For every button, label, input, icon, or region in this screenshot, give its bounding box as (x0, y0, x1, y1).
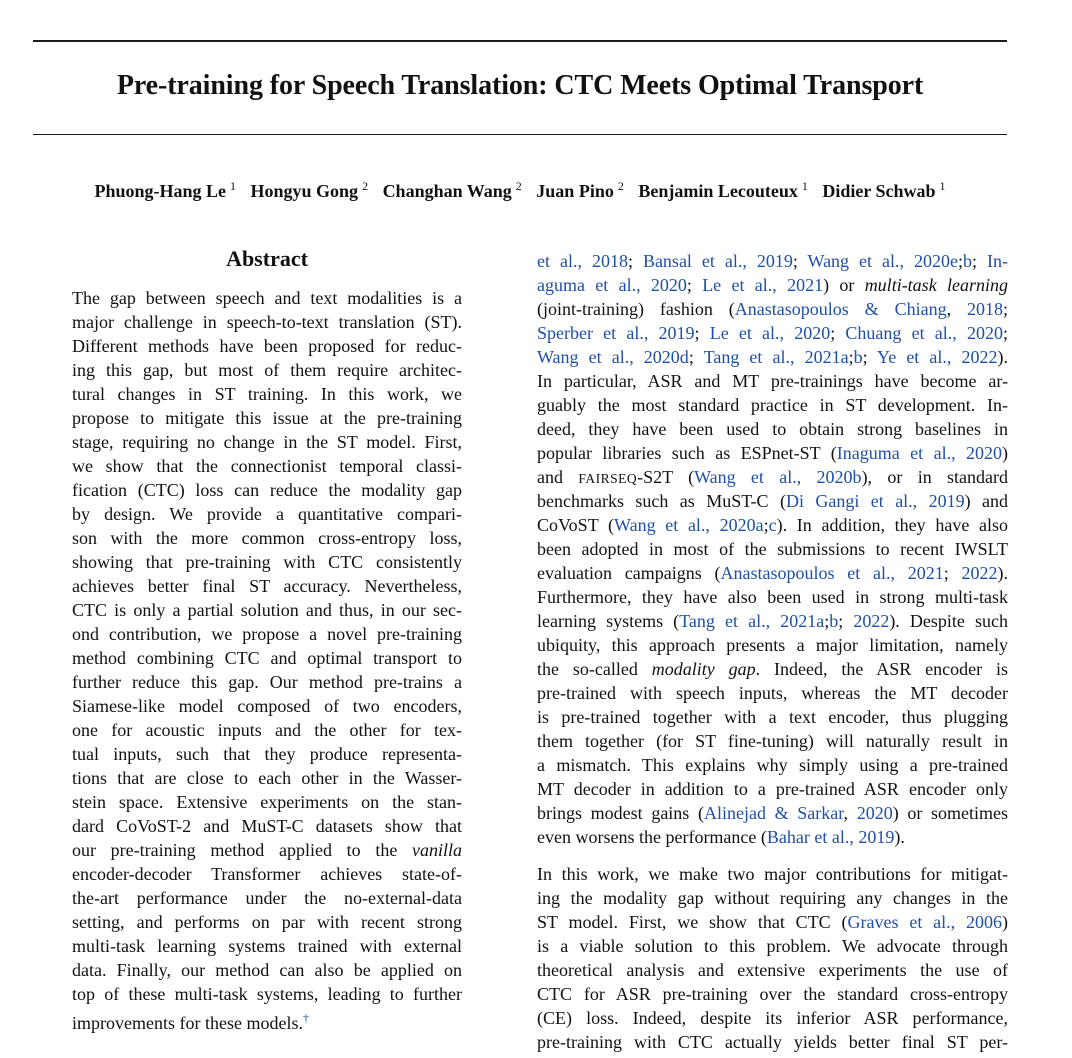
body-line: pre-training with CTC actually yields better final ST per- (537, 1032, 1008, 1052)
author: Didier Schwab $^1$ (822, 179, 946, 201)
body-line: deed, they have been used to obtain strong baselines in (537, 419, 1008, 439)
abstract-line: further reduce this gap. Our method pre-trains a (72, 672, 462, 692)
author: Hongyu Gong $^2$ (250, 179, 369, 201)
abstract-line: propose to mitigate this issue at the pre-training (72, 408, 462, 428)
abstract-line: Siamese-like model composed of two encoders, (72, 696, 462, 716)
abstract-line: ing this gap, but most of them require architec- (72, 360, 462, 380)
citation-link[interactable]: Bansal et al., 2019 (642, 251, 793, 271)
body-line: them together (for ST fine-tuning) will naturally result in (537, 731, 1008, 751)
body-line: (CE) loss. Indeed, despite its inferior ASR performance, (537, 1008, 1008, 1028)
abstract-line: tual inputs, such that they produce representa- (72, 744, 462, 764)
body-line: and FAIRSEQ-S2T (Wang et al., 2020b), or in standard (537, 467, 1008, 487)
body-line: benchmarks such as MuST-C (Di Gangi et al., 2019) and (537, 491, 1008, 511)
body-line: is pre-trained together with a text encoder, thus plugging (537, 707, 1008, 727)
abstract-line: stein space. Extensive experiments on the stan- (72, 792, 462, 812)
abstract-line: ond contribution, we propose a novel pre-training (72, 624, 462, 644)
abstract-line: tions that are close to each other in the Wasser- (72, 768, 462, 788)
abstract-line: achieves better final ST accuracy. Nevertheless, (72, 576, 462, 596)
abstract-line: by design. We provide a quantitative compari- (72, 504, 462, 524)
citation-link[interactable]: Inaguma et al., 2020 (836, 443, 1002, 463)
body-line: the so-called modality gap. Indeed, the ASR encoder is (537, 659, 1009, 679)
citation-link[interactable]: Wang et al., 2020d (537, 347, 689, 367)
title-rule (33, 134, 1007, 135)
body-line: CTC for ASR pre-training over the standard cross-entropy (537, 984, 1008, 1004)
abstract-line: son with the more common cross-entropy loss, (72, 528, 462, 548)
citation-link[interactable]: Le et al., 2020 (709, 323, 831, 343)
body-line: CoVoST (Wang et al., 2020a;c). In addition, they have also (537, 515, 1008, 535)
abstract-line: setting, and performs on par with recent strong (72, 912, 462, 932)
abstract-line: the-art performance under the no-external-data (72, 888, 462, 908)
body-line: guably the most standard practice in ST development. In- (537, 395, 1008, 415)
citation-link[interactable]: Alinejad & Sarkar (703, 803, 844, 823)
citation-link[interactable]: Tang et al., 2021a (679, 611, 825, 631)
body-line: theoretical analysis and extensive experiments the use of (537, 960, 1008, 980)
abstract-line: stage, requiring no change in the ST model. First, (72, 432, 462, 452)
emphasis-vanilla: vanilla (412, 840, 462, 860)
abstract-line: improvements for these models.† (72, 1011, 309, 1033)
citation-link[interactable]: aguma et al., 2020 (537, 275, 687, 295)
citation-link[interactable]: Le et al., 2021 (702, 275, 824, 295)
citation-link[interactable]: Wang et al., 2020e (807, 251, 958, 271)
abstract-line: we show that the connectionist temporal classi- (72, 456, 462, 476)
author: Phuong-Hang Le $^1$ (94, 179, 237, 201)
citation-link[interactable]: 2020 (856, 803, 893, 823)
abstract-line: Different methods have been proposed for reduc- (72, 336, 462, 356)
citation-link[interactable]: Di Gangi et al., 2019 (785, 491, 965, 511)
paper-title: Pre-training for Speech Translation: CTC Meets Optimal Transport (116, 70, 924, 101)
author: Benjamin Lecouteux $^1$ (638, 179, 808, 201)
body-line: evaluation campaigns (Anastasopoulos et al., 2021; 2022). (537, 563, 1008, 583)
citation-link[interactable]: Sperber et al., 2019 (537, 323, 695, 343)
citation-link[interactable]: et al., 2018 (537, 251, 628, 271)
top-rule (33, 40, 1007, 42)
abstract-line: The gap between speech and text modalities is a (72, 288, 462, 308)
emphasis: multi-task learning (864, 275, 1008, 295)
body-line: In this work, we make two major contributions for mitigat- (537, 864, 1008, 884)
citation-link[interactable]: Bahar et al., 2019 (766, 827, 895, 847)
abstract-body (72, 286, 462, 1033)
emphasis: modality gap (651, 659, 756, 679)
body-line: ubiquity, this approach presents a major limitation, namely (537, 635, 1008, 655)
citation-link[interactable]: Anastasopoulos & Chiang (734, 299, 947, 319)
abstract-line: dard CoVoST-2 and MuST-C datasets show that (72, 816, 462, 836)
author-list (0, 179, 1040, 202)
abstract-line: CTC is only a partial solution and thus, in our sec- (72, 600, 462, 620)
citation-link[interactable]: Graves et al., 2006 (847, 912, 1002, 932)
intro-body (537, 249, 1008, 1054)
citation-link[interactable]: b (962, 251, 972, 271)
paragraph-gap (537, 849, 1008, 862)
body-line: pre-trained with speech inputs, whereas the MT decoder (537, 683, 1008, 703)
citation-link[interactable]: Tang et al., 2021a (703, 347, 849, 367)
body-line: MT decoder in addition to a pre-trained ASR encoder only (537, 779, 1008, 799)
body-line: is a viable solution to this problem. We advocate through (537, 936, 1008, 956)
author: Changhan Wang $^2$ (382, 179, 522, 201)
citation-link[interactable]: b (853, 347, 863, 367)
abstract-heading: Abstract (226, 246, 308, 271)
body-line: learning systems (Tang et al., 2021a;b; 2022). Despite such (537, 611, 1008, 631)
citation-link[interactable]: c (768, 515, 777, 535)
body-line: ing the modality gap without requiring any changes in the (537, 888, 1008, 908)
abstract-line: tural changes in ST training. In this work, we (72, 384, 462, 404)
citation-link[interactable]: Anastasopoulos et al., 2021 (720, 563, 944, 583)
small-caps-name: FAIRSEQ (578, 471, 638, 486)
abstract-line: data. Finally, our method can also be applied on (72, 960, 462, 980)
citation-link[interactable]: Ye et al., 2022 (877, 347, 998, 367)
abstract-line: our pre-training method applied to the vanilla (72, 840, 462, 860)
author: Juan Pino $^2$ (536, 179, 624, 201)
body-line: Furthermore, they have also been used in strong multi-task (537, 587, 1008, 607)
abstract-line: major challenge in speech-to-text translation (ST). (72, 312, 462, 332)
abstract-line: one for acoustic inputs and the other for tex- (72, 720, 462, 740)
body-line: (joint-training) fashion (Anastasopoulos & Chiang, 2018; (537, 299, 1008, 319)
body-line: even worsens the performance (Bahar et al., 2019). (537, 827, 905, 847)
abstract-line: top of these multi-task systems, leading to further (72, 984, 462, 1004)
body-line: been adopted in most of the submissions to recent IWSLT (537, 539, 1008, 559)
body-line: et al., 2018; Bansal et al., 2019; Wang et al., 2020e;b; In- (537, 251, 1008, 271)
body-line: aguma et al., 2020; Le et al., 2021) or multi-task learning (537, 275, 1008, 295)
abstract-line: showing that pre-training with CTC consistently (72, 552, 462, 572)
citation-link[interactable]: Wang et al., 2020a (614, 515, 764, 535)
citation-link[interactable]: Wang et al., 2020b (694, 467, 862, 487)
citation-link[interactable]: 2022 (961, 563, 998, 583)
citation-link[interactable]: 2022 (853, 611, 890, 631)
body-line: a mismatch. This explains why simply using a pre-trained (537, 755, 1008, 775)
body-line: In particular, ASR and MT pre-trainings have become ar- (537, 371, 1008, 391)
body-line: Wang et al., 2020d; Tang et al., 2021a;b; Ye et al., 2022). (537, 347, 1008, 367)
body-line: popular libraries such as ESPnet-ST (Inaguma et al., 2020) (537, 443, 1008, 463)
abstract-line: multi-task learning systems trained with external (72, 936, 462, 956)
body-line: ST model. First, we show that CTC (Graves et al., 2006) (537, 912, 1008, 932)
citation-link[interactable]: In- (986, 251, 1008, 271)
body-line: brings modest gains (Alinejad & Sarkar, 2020) or sometimes (537, 803, 1008, 823)
abstract-line: method combining CTC and optimal transport to (72, 648, 462, 668)
body-line: Sperber et al., 2019; Le et al., 2020; Chuang et al., 2020; (537, 323, 1008, 343)
abstract-line: encoder-decoder Transformer achieves state-of- (72, 864, 462, 884)
footnote-dagger-link[interactable]: † (302, 1011, 309, 1025)
citation-link[interactable]: b (829, 611, 839, 631)
citation-link[interactable]: 2018 (966, 299, 1003, 319)
abstract-line: fication (CTC) loss can reduce the modality gap (72, 480, 462, 500)
citation-link[interactable]: Chuang et al., 2020 (845, 323, 1003, 343)
